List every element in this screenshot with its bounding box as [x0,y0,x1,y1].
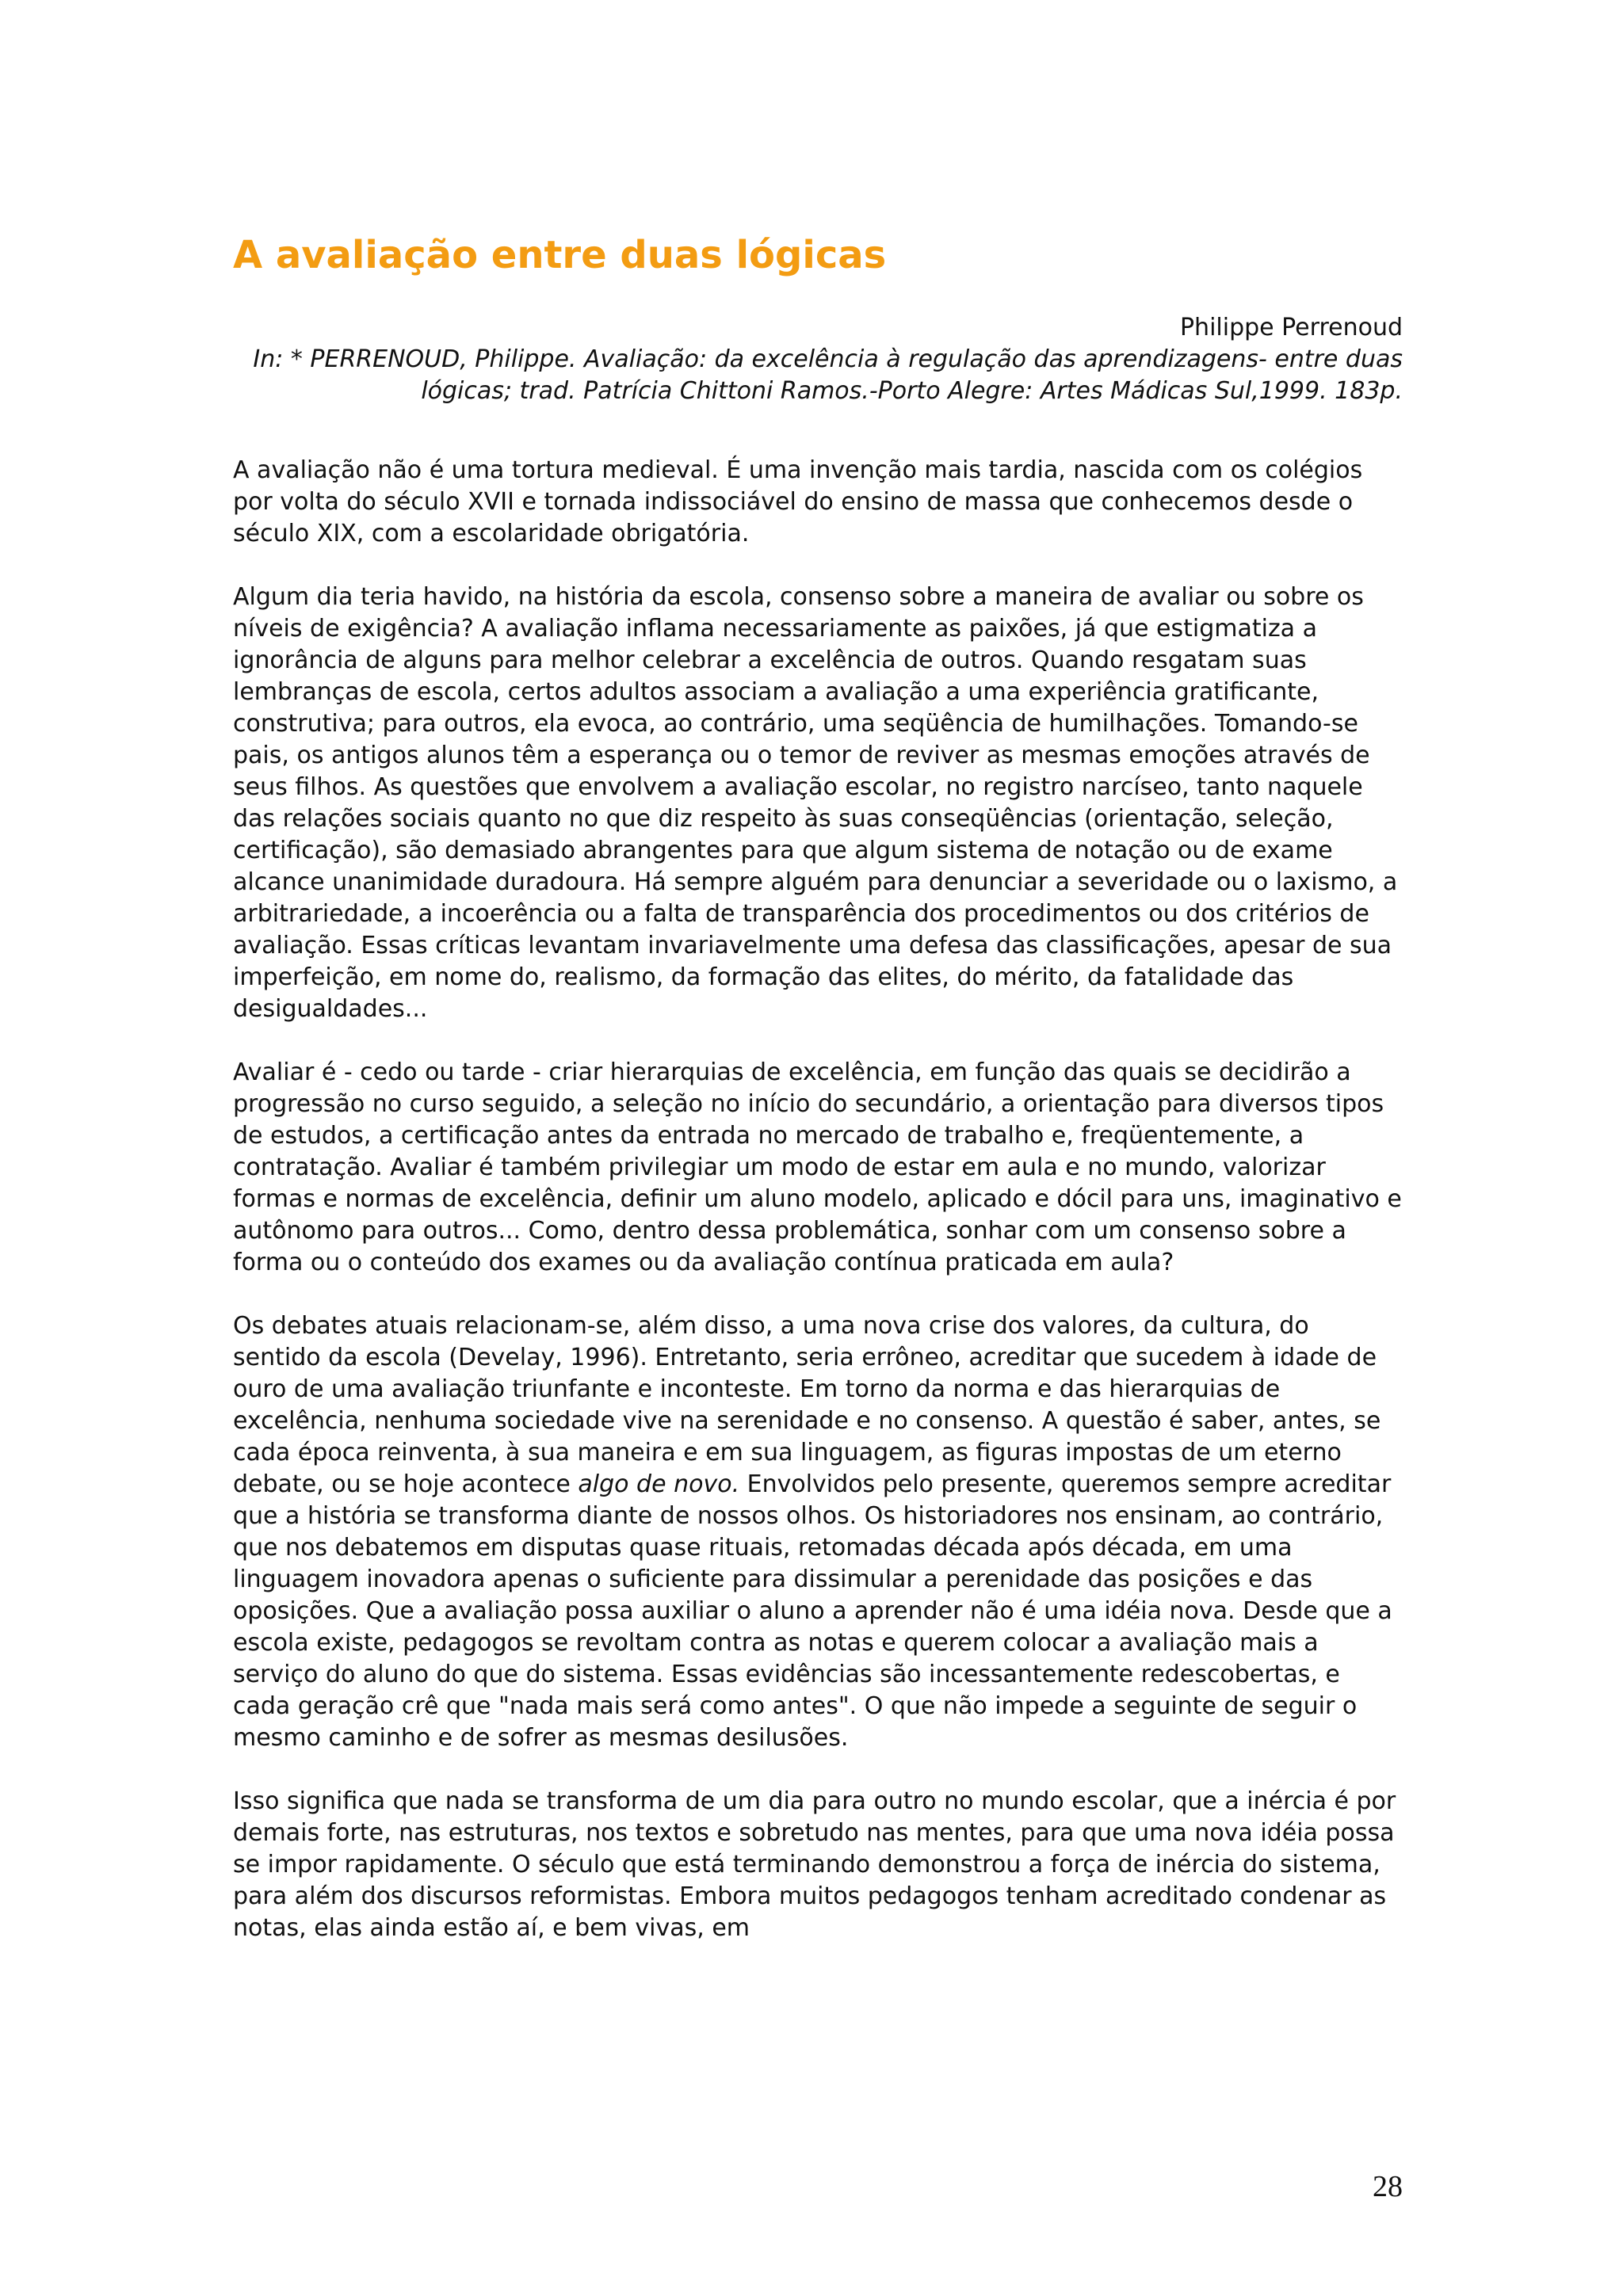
paragraph-4-text-before: Os debates atuais relacionam-se, além disso, a uma nova crise dos valores, da cultura, do sentido da escola (Develay, 1996). Entretanto, seria errôneo, acreditar que sucedem à idade de ouro de uma avaliação triunfante e inconteste. Em torno da norma e das hierarquias de excelência, nenhuma sociedade vive na serenidade e no consenso. A questão é saber, antes, se cada época reinventa, à sua maneira e em sua linguagem, as figuras impostas de um eterno debate, ou se hoje acontece [233,1312,1381,1498]
bibliographic-citation: In: * PERRENOUD, Philippe. Avaliação: da excelência à regulação das aprendizagens- entre duas lógicas; trad. Patrícia Chittoni Ramos.-Porto Alegre: Artes Mádicas Sul,1999. 183p. [253,345,1403,405]
paragraph-4-text-after: Envolvidos pelo presente, queremos sempre acreditar que a história se transforma diante de nossos olhos. Os historiadores nos ensinam, ao contrário, que nos debatemos em disputas quase rituais, retomadas década após década, em uma linguagem inovadora apenas o suficiente para dissimular a perenidade das posições e das oposições. Que a avaliação possa auxiliar o aluno a aprender não é uma idéia nova. Desde que a escola existe, pedagogos se revoltam contra as notas e querem colocar a avaliação mais a serviço do aluno do que do sistema. Essas evidências são incessantemente redescobertas, e cada geração crê que "nada mais será como antes". O que não impede a seguinte de seguir o mesmo caminho e de sofrer as mesmas desilusões. [233,1470,1392,1752]
paragraph-5: Isso significa que nada se transforma de um dia para outro no mundo escolar, que a inércia é por demais forte, nas estruturas, nos textos e sobretudo nas mentes, para que uma nova idéia possa se impor rapidamente. O século que está terminando demonstrou a força de inércia do sistema, para além dos discursos reformistas. Embora muitos pedagogos tenham acreditado condenar as notas, elas ainda estão aí, e bem vivas, em [233,1787,1396,1942]
paragraph-4-emphasis: algo de novo. [578,1470,740,1498]
document-page [233,230,1403,1944]
paragraph-3: Avaliar é - cedo ou tarde - criar hierarquias de excelência, em função das quais se decidirão a progressão no curso seguido, a seleção no início do secundário, a orientação para diversos tipos de estudos, a certificação antes da entrada no mercado de trabalho e, freqüentemente, a contratação. Avaliar é também privilegiar um modo de estar em aula e no mundo, valorizar formas e normas de excelência, definir um aluno modelo, aplicado e dócil para uns, imaginativo e autônomo para outros... Como, dentro dessa problemática, sonhar com um consenso sobre a forma ou o conteúdo dos exames ou da avaliação contínua praticada em aula? [233,1058,1402,1276]
document-title: A avaliação entre duas lógicas [233,233,887,277]
paragraph-2: Algum dia teria havido, na história da escola, consenso sobre a maneira de avaliar ou sobre os níveis de exigência? A avaliação inflama necessariamente as paixões, já que estigmatiza a ignorância de alguns para melhor celebrar a excelência de outros. Quando resgatam suas lembranças de escola, certos adultos associam a avaliação a uma experiência gratificante, construtiva; para outros, ela evoca, ao contrário, uma seqüência de humilhações. Tomando-se pais, os antigos alunos têm a esperança ou o temor de reviver as mesmas emoções através de seus filhos. As questões que envolvem a avaliação escolar, no registro narcíseo, tanto naquele das relações sociais quanto no que diz respeito às suas conseqüências (orientação, seleção, certificação), são demasiado abrangentes para que algum sistema de notação ou de exame alcance unanimidade duradoura. Há sempre alguém para denunciar a severidade ou o laxismo, a arbitrariedade, a incoerência ou a falta de transparência dos procedimentos ou dos critérios de avaliação. Essas críticas levantam invariavelmente uma defesa das classificações, apesar de sua imperfeição, em nome do, realismo, da formação das elites, do mérito, da fatalidade das desigualdades... [233,583,1398,1023]
author-name: Philippe Perrenoud [1179,314,1403,341]
paragraph-1: A avaliação não é uma tortura medieval. É uma invenção mais tardia, nascida com os colégios por volta do século XVII e tornada indissociável do ensino de massa que conhecemos desde o século XIX, com a escolaridade obrigatória. [233,456,1363,547]
paragraph-4 [233,1310,1403,1754]
page-number: 28 [1373,2170,1403,2203]
